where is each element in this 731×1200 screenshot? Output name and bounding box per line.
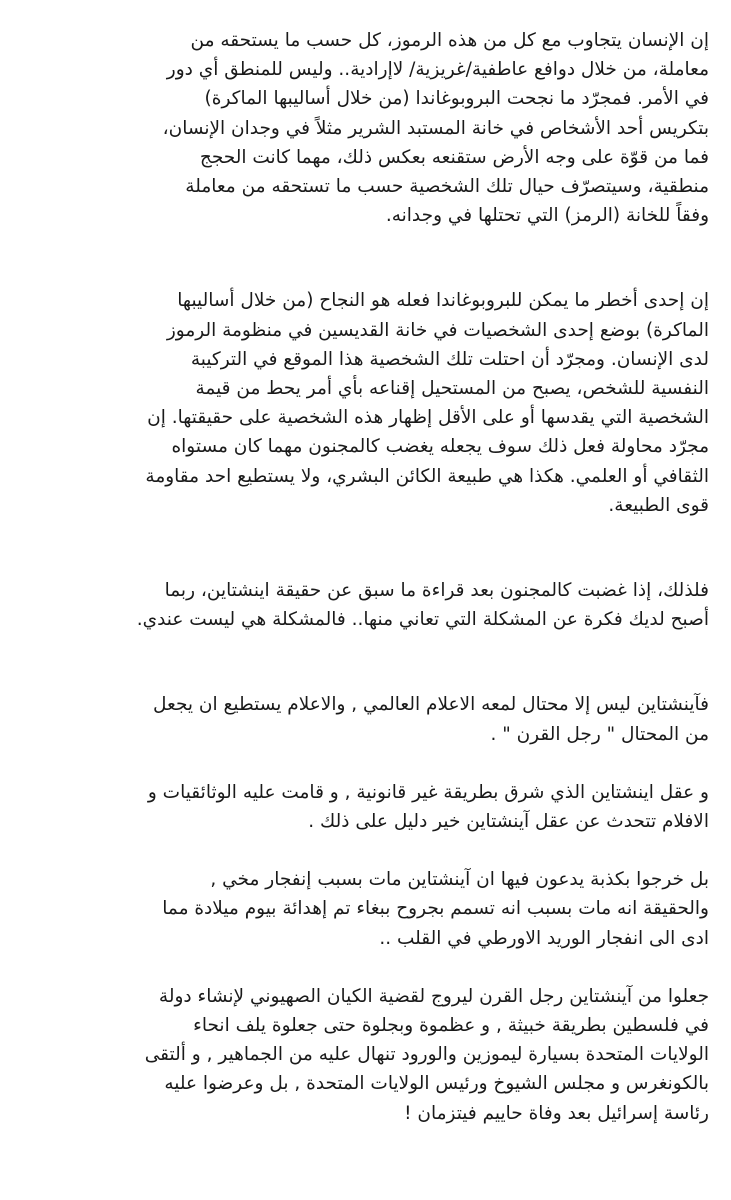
text-line: الشخصية التي يقدسها أو على الأقل إظهار هذه الشخصية على حقيقتها. إن (147, 407, 709, 429)
text-line: قوى الطبيعة. (608, 494, 709, 516)
text-line: بل خرجوا بكذبة يدعون فيها ان آينشتاين مات بسبب إنفجار مخي , (210, 869, 709, 891)
text-line: إن الإنسان يتجاوب مع كل من هذه الرموز، كل حسب ما يستحقه من (190, 30, 709, 51)
paragraph-brain (22, 778, 709, 836)
text-line: منطقية، وسيتصرّف حيال تلك الشخصية حسب ما تستحقه من معاملة (185, 176, 709, 198)
text-line: والحقيقة انه مات بسبب انه تسمم بجروح ببغاء تم إهدائة بيوم ميلادة مما (162, 898, 709, 920)
text-line: الولايات المتحدة بسيارة ليموزين والورود تنهال عليه من الجماهير , و ألتقى (144, 1044, 709, 1066)
text-line: بتكريس أحد الأشخاص في خانة المستبد الشرير مثلاً في وجدان الإنسان، (162, 117, 709, 139)
text-line: النفسية للشخص، يصبح من المستحيل إقناعه بأي أمر يحط من قيمة (195, 378, 709, 400)
text-line: ادى الى انفجار الوريد الاورطي في القلب .. (379, 927, 709, 949)
text-line: الافلام تتحدث عن عقل آينشتاين خير دليل على ذلك . (308, 811, 709, 833)
text-line: جعلوا من آينشتاين رجل القرن ليروج لقضية الكيان الصهيوني لإنشاء دولة (158, 985, 709, 1007)
text-line: و عقل اينشتاين الذي شرق بطريقة غير قانونية , و قامت عليه الوثائقيات و (147, 781, 709, 803)
text-line: لدى الإنسان. ومجرّد أن احتلت تلك الشخصية هذا الموقع في التركيبة (190, 348, 709, 370)
text-line: معاملة، من خلال دوافع عاطفية/غريزية/ لاإرادية.. وليس للمنطق أي دور (166, 59, 709, 81)
text-line: من المحتال " رجل القرن " . (490, 723, 709, 745)
paragraph-man-of-century (22, 982, 709, 1128)
text-line: في الأمر. فمجرّد ما نجحت البروبوغاندا (من خلال أساليبها الماكرة) (204, 88, 709, 110)
paragraph-media (22, 690, 709, 748)
paragraph-symbols-response (22, 26, 709, 230)
text-line: إن إحدى أخطر ما يمكن للبروبوغاندا فعله هو النجاح (من خلال أساليبها (177, 290, 709, 312)
text-line: فما من قوّة على وجه الأرض ستقنعه بعكس ذلك، مهما كانت الحجج (199, 146, 709, 168)
text-line: وفقاً للخانة (الرمز) التي تحتلها في وجدانه. (385, 205, 709, 227)
text-line: الثقافي أو العلمي. هكذا هي طبيعة الكائن البشري، ولا يستطيع احد مقاومة (145, 465, 709, 487)
text-line: رئاسة إسرائيل بعد وفاة حاييم فيتزمان ! (404, 1102, 709, 1124)
text-line: في فلسطين بطريقة خبيثة , و عظموة وبجلوة حتى جعلوة يلف انحاء (193, 1015, 709, 1037)
text-line: فآينشتاين ليس إلا محتال لمعه الاعلام العالمي , والاعلام يستطيع ان يجعل (153, 694, 709, 716)
text-line: الماكرة) بوضع إحدى الشخصيات في خانة القديسين في منظومة الرموز (166, 319, 709, 341)
paragraph-death (22, 865, 709, 953)
paragraph-anger (22, 576, 709, 634)
paragraph-propaganda-saints (22, 286, 709, 520)
text-line: بالكونغرس و مجلس الشيوخ ورئيس الولايات المتحدة , بل وعرضوا عليه (164, 1073, 709, 1095)
text-line: مجرّد محاولة فعل ذلك سوف يجعله يغضب كالمجنون مهما كان مستواه (171, 436, 709, 458)
text-line: أصبح لديك فكرة عن المشكلة التي تعاني منها.. فالمشكلة هي ليست عندي. (136, 609, 709, 631)
text-line: فلذلك، إذا غضبت كالمجنون بعد قراءة ما سبق عن حقيقة اينشتاين، ربما (164, 580, 709, 602)
